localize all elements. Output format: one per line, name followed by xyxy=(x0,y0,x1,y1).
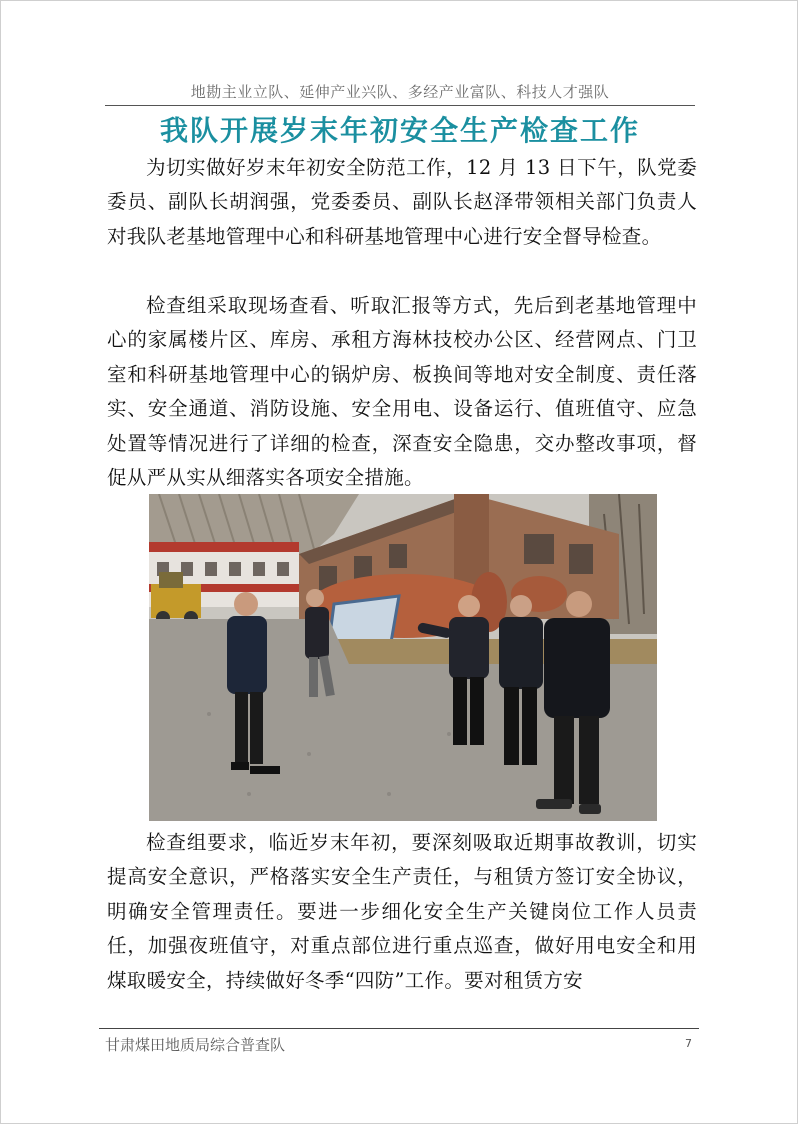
paragraph-text: 为切实做好岁末年初安全防范工作，12 月 13 日下午，队党委委员、副队长胡润强，党委委员、副队长赵泽带领相关部门负责人对我队老基地管理中心和科研基地管理中心进行安全督导检查。 xyxy=(107,156,697,248)
article-paragraph-2 xyxy=(107,289,697,495)
paragraph-text: 检查组采取现场查看、听取汇报等方式，先后到老基地管理中心的家属楼片区、库房、承租方海林技校办公区、经营网点、门卫室和科研基地管理中心的锅炉房、板换间等地对安全制度、责任落实、安全通道、消防设施、安全用电、设备运行、值班值守、应急处置等情况进行了详细的检查，深查安全隐患，交办整改事项，督促从严从实从细落实各项安全措施。 xyxy=(107,294,697,490)
article-paragraph-3 xyxy=(107,826,697,996)
header-rule xyxy=(105,105,695,106)
header-slogan: 地勘主业立队、延伸产业兴队、多经产业富队、科技人才强队 xyxy=(190,83,610,101)
article-paragraph-1 xyxy=(107,151,697,254)
paragraph-text: 检查组要求，临近岁末年初，要深刻吸取近期事故教训，切实提高安全意识，严格落实安全生产责任，与租赁方签订安全协议，明确安全管理责任。要进一步细化安全生产关键岗位工作人员责任，加强夜班值守，对重点部位进行重点巡查，做好用电安全和用煤取暖安全，持续做好冬季“四防”工作。要对租赁方安 xyxy=(107,831,697,992)
page-number: 7 xyxy=(685,1037,692,1050)
article-title: 我队开展岁末年初安全生产检查工作 xyxy=(159,114,640,147)
footer-organization: 甘肃煤田地质局综合普查队 xyxy=(105,1036,286,1054)
footer-rule xyxy=(99,1028,699,1029)
inspection-photo xyxy=(149,494,657,821)
